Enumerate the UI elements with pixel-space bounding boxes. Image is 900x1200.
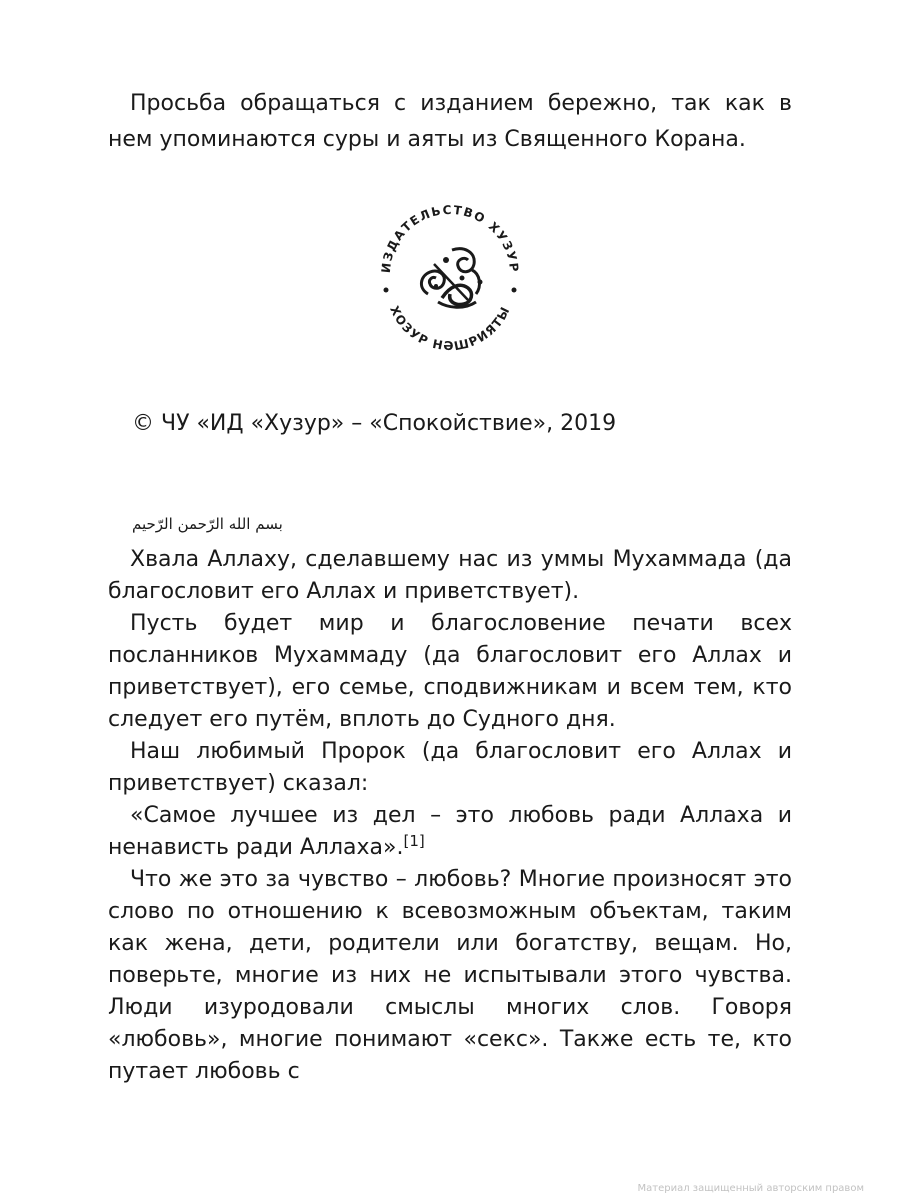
publisher-logo [368, 190, 532, 354]
paragraph: Наш любимый Пророк (да благословит его Аллах и приветствует) сказал: [108, 739, 792, 796]
main-text [108, 544, 792, 1088]
footnote-link[interactable]: [1] [403, 832, 425, 850]
logo-top-text: ИЗДАТЕЛЬСТВО ХУЗУР [378, 202, 522, 274]
paragraph: Хвала Аллаху, сделавшему нас из уммы Мухаммада (да благословит его Аллах и приветствует). [108, 547, 792, 604]
copyright-watermark: Материал защищенный авторским правом [637, 1183, 864, 1194]
svg-text:ХОЗУР НӘШРИЯТЫ [387, 304, 513, 354]
svg-text:ИЗДАТЕЛЬСТВО ХУЗУР [379, 203, 521, 274]
hadith-quote [108, 800, 792, 864]
paragraph: Что же это за чувство – любовь? Многие произносят это слово по отношению к всевозможным объектам, таким как жена, дети, родители или богатству, вещам. Но, поверьте, многие из них не испытывали этого чувства. Люди изуродовали смыслы многих слов. Говоря «любовь», многие понимают «секс». Также есть те, кто путает любовь с [108, 867, 792, 1084]
basmala: بسم الله الرّحمن الرّحيم [132, 515, 283, 533]
quote-text: «Самое лучшее из дел – это любовь ради Аллаха и ненависть ради Аллаха». [108, 803, 792, 860]
handling-notice: Просьба обращаться с изданием бережно, так как в нем упоминаются суры и аяты из Священного Корана. [108, 91, 792, 152]
logo-bottom-text: ХОЗУР НӘШРИЯТЫ [387, 303, 513, 354]
copyright-line: © ЧУ «ИД «Хузур» – «Спокойствие», 2019 [132, 411, 617, 436]
paragraph: Пусть будет мир и благословение печати всех посланников Мухаммаду (да благословит его Аллах и приветствует), его семье, сподвижникам и всем тем, кто следует его путём, вплоть до Судного дня. [108, 611, 792, 732]
calligraphy-emblem-icon [421, 249, 482, 308]
